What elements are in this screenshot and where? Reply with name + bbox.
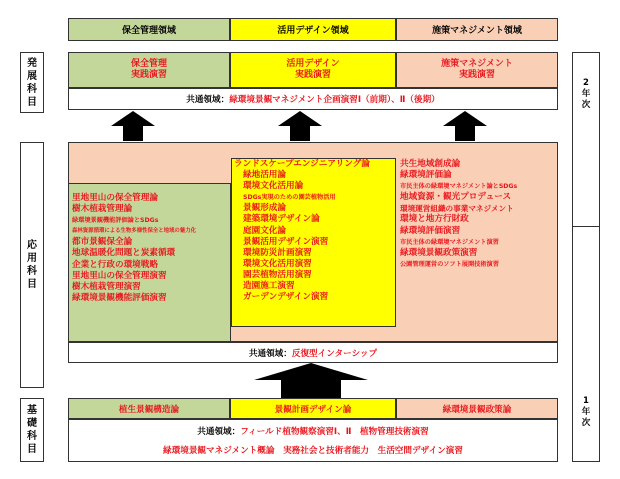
list-item: 緑環境景観政策演習 — [400, 247, 478, 258]
list-item: 造園施工演習 — [243, 281, 295, 292]
list-item: 環境防災計画演習 — [243, 247, 312, 258]
applied-policy-list — [400, 159, 558, 270]
list-item: 環境文化活用論 — [243, 181, 304, 192]
list-item: 緑環境評価論 — [400, 170, 452, 181]
arrow-up-icon — [110, 111, 156, 141]
list-item: 緑地活用論 — [243, 170, 286, 181]
side-label-applied: 応 用 科 目 — [20, 142, 44, 388]
side-label-advanced: 発 展 科 目 — [20, 52, 44, 113]
arrow-up-icon — [277, 111, 323, 141]
list-item: 地球温暖化問題と炭素循環 — [72, 248, 176, 259]
list-item: 市民主体の緑環境マネジメント論とSDGs — [400, 183, 518, 191]
basic-conservation: 植生景観構造論 — [68, 398, 230, 419]
list-item: ガーデンデザイン演習 — [243, 292, 329, 303]
list-item: 都市景観保全論 — [72, 237, 133, 248]
list-item: SDGs実現のための園芸植物活用 — [243, 194, 336, 202]
list-item: 公園管理運営のソフト展開技術演習 — [400, 260, 499, 268]
list-item: 樹木植栽管理演習 — [72, 281, 141, 292]
list-item: 森林資源循環による生物多様性保全と地域の魅力化 — [72, 228, 196, 235]
list-item: 景観形成論 — [243, 203, 286, 214]
header-conservation: 保全管理領域 — [68, 18, 230, 41]
year-label-second: 2 年 次 — [581, 78, 591, 110]
basic-common — [68, 419, 558, 462]
side-label-basic: 基 礎 科 目 — [20, 398, 44, 462]
year-divider — [572, 226, 600, 227]
list-item: 緑環境景観機能評価演習 — [72, 292, 167, 303]
list-item: 園芸植物活用演習 — [243, 269, 312, 280]
list-item: ランドスケープエンジニアリング論 — [234, 159, 370, 169]
year-label-first: 1 年 次 — [581, 396, 591, 428]
list-item: 共生地域創成論 — [400, 159, 461, 169]
header-design: 活用デザイン領域 — [230, 18, 396, 41]
list-item: 環境文化活用演習 — [243, 258, 312, 269]
list-item: 里地里山の保全管理演習 — [72, 270, 167, 281]
list-item: 地域資源・観光プロデュース — [400, 192, 512, 203]
list-item: 環境と地方行財政 — [400, 214, 469, 225]
applied-conservation-list — [72, 193, 230, 304]
applied-top-band — [69, 143, 231, 183]
basic-common-prefix: 共通領域： — [197, 427, 241, 437]
basic-common-line2: 緑環境景観マネジメント概論 実務社会と技術者能力 生活空間デザイン演習 — [163, 446, 463, 456]
applied-design-list — [234, 159, 396, 303]
list-item: 市民主体の緑環境マネジメント演習 — [400, 238, 499, 246]
advanced-design: 活用デザイン 実践演習 — [230, 52, 396, 88]
list-item: 企業と行政の環境戦略 — [72, 259, 158, 270]
basic-common-line1: フィールド植物観察演習Ⅰ、Ⅱ 植物管理技術演習 — [240, 427, 429, 437]
advanced-policy: 施策マネジメント 実践演習 — [396, 52, 558, 88]
list-item: 里地里山の保全管理論 — [72, 193, 158, 203]
list-item: 景観活用デザイン演習 — [243, 236, 329, 247]
list-item: 緑環境景観機能評価論とSDGs — [72, 217, 159, 225]
arrow-up-icon — [253, 363, 369, 398]
header-policy: 施策マネジメント領域 — [396, 18, 558, 41]
list-item: 庭園文化論 — [243, 225, 286, 236]
advanced-common: 共通領域： 緑環境景観マネジメント企画演習Ⅰ（前期）、Ⅱ（後期） — [68, 88, 558, 110]
list-item: 環境運営組織の事業マネジメント — [400, 204, 514, 214]
basic-policy: 緑環境景観政策論 — [396, 398, 558, 419]
list-item: 樹木植栽管理論 — [72, 204, 133, 215]
basic-design: 景観計画デザイン論 — [230, 398, 396, 419]
list-item: 緑環境評価演習 — [400, 225, 461, 236]
advanced-conservation: 保全管理 実践演習 — [68, 52, 230, 88]
list-item: 建築環境デザイン論 — [243, 214, 320, 225]
applied-common: 共通領域： 反復型インターシップ — [68, 342, 558, 363]
arrow-up-icon — [442, 111, 488, 141]
